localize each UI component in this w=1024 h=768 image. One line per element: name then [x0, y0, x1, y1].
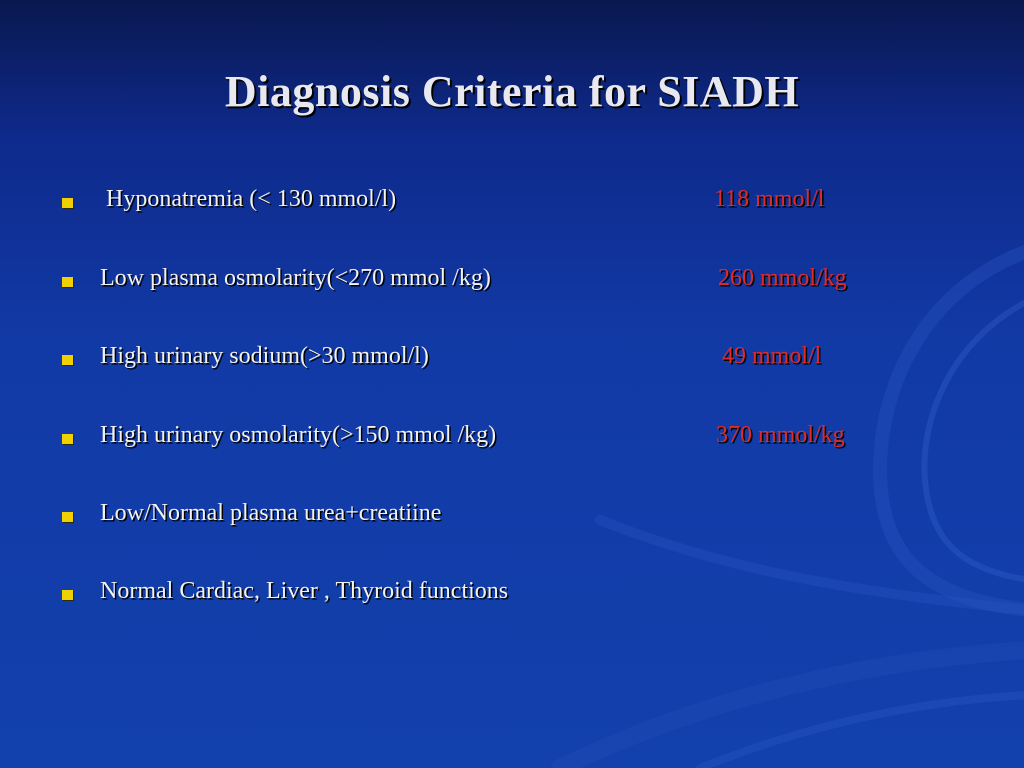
- list-item: [0, 186, 1024, 226]
- criterion-label: Normal Cardiac, Liver , Thyroid functions: [100, 578, 509, 604]
- criterion-value: 260 mmol/kg: [718, 265, 847, 291]
- list-item: [0, 265, 1024, 305]
- criterion-value: 118 mmol/l: [714, 186, 825, 212]
- list-item: [0, 422, 1024, 462]
- criterion-label: Hyponatremia (< 130 mmol/l): [100, 186, 397, 212]
- criterion-value: 49 mmol/l: [716, 343, 822, 369]
- bullet-icon: [62, 434, 73, 444]
- bullet-icon: [62, 355, 73, 365]
- criterion-label: Low/Normal plasma urea+creatiine: [100, 500, 442, 526]
- list-item: [0, 500, 1024, 540]
- bullet-icon: [62, 198, 73, 208]
- criterion-value: 370 mmol/kg: [716, 422, 845, 448]
- criterion-label: Low plasma osmolarity(<270 mmol /kg): [100, 265, 491, 291]
- criterion-label: High urinary sodium(>30 mmol/l): [100, 343, 429, 369]
- bullet-icon: [62, 590, 73, 600]
- slide-title: Diagnosis Criteria for SIADH: [224, 67, 800, 116]
- list-item: [0, 578, 1024, 618]
- bullet-icon: [62, 512, 73, 522]
- list-item: [0, 343, 1024, 383]
- bullet-icon: [62, 277, 73, 287]
- criterion-label: High urinary osmolarity(>150 mmol /kg): [100, 422, 497, 448]
